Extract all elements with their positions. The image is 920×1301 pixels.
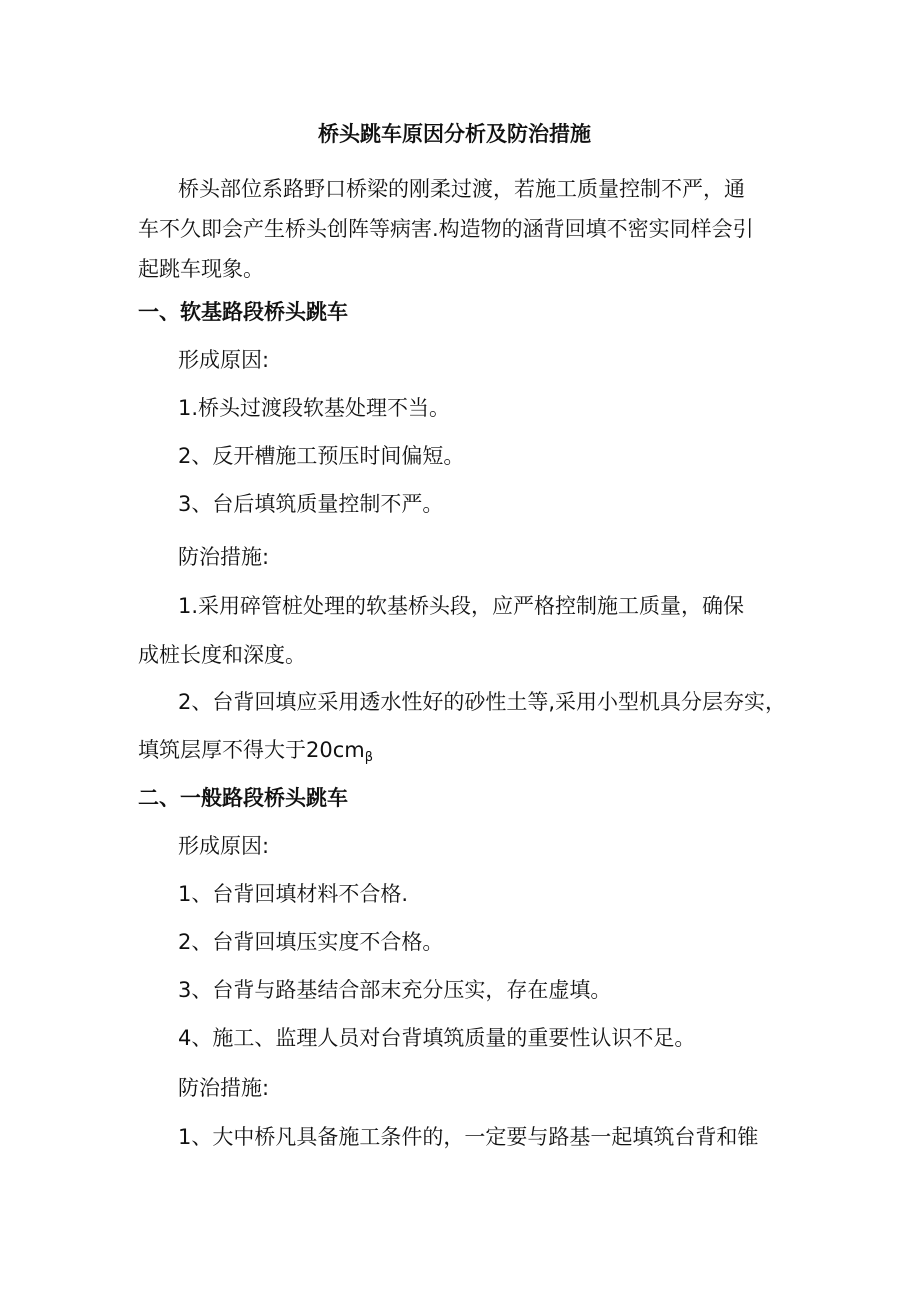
section-heading: 二、一般路段桥头跳车	[138, 786, 348, 810]
paragraph-line: 1、大中桥凡具备施工条件的，一定要与路基一起填筑台背和锥	[178, 1125, 759, 1149]
list-item: 1、台背回填材料不合格.	[178, 882, 409, 906]
section-heading: 一、软基路段桥头跳车	[138, 300, 348, 324]
paragraph-line: 成桩长度和深度。	[138, 643, 306, 667]
list-item: 3、台后填筑质量控制不严。	[178, 492, 444, 516]
cause-label: 形成原因:	[178, 348, 270, 372]
list-item: 2、台背回填压实度不合格。	[178, 930, 444, 954]
subscript-mark: β	[364, 750, 374, 765]
measure-label: 防治措施:	[178, 1076, 270, 1100]
cause-label: 形成原因:	[178, 834, 270, 858]
list-item: 3、台背与路基结合部末充分压实，存在虚填。	[178, 978, 612, 1002]
document-title: 桥头跳车原因分析及防治措施	[318, 122, 591, 146]
list-item: 2、反开槽施工预压时间偏短。	[178, 444, 465, 468]
paragraph-line: 2、台背回填应采用透水性好的砂性土等,采用小型机具分层夯实，	[178, 690, 787, 714]
intro-line: 桥头部位系路野口桥梁的刚柔过渡，若施工质量控制不严，通	[178, 177, 745, 201]
intro-line: 车不久即会产生桥头创阵等病害.构造物的涵背回填不密实同样会引	[138, 217, 754, 241]
list-item: 1.桥头过渡段软基处理不当。	[178, 396, 451, 420]
paragraph-line: 1.采用碎管桩处理的软基桥头段，应严格控制施工质量，确保	[178, 594, 745, 618]
list-item: 4、施工、监理人员对台背填筑质量的重要性认识不足。	[178, 1026, 696, 1050]
intro-line: 起跳车现象。	[138, 257, 264, 281]
measure-label: 防治措施:	[178, 545, 270, 569]
paragraph-text: 填筑层厚不得大于20cm	[138, 738, 365, 762]
paragraph-line	[138, 736, 373, 772]
